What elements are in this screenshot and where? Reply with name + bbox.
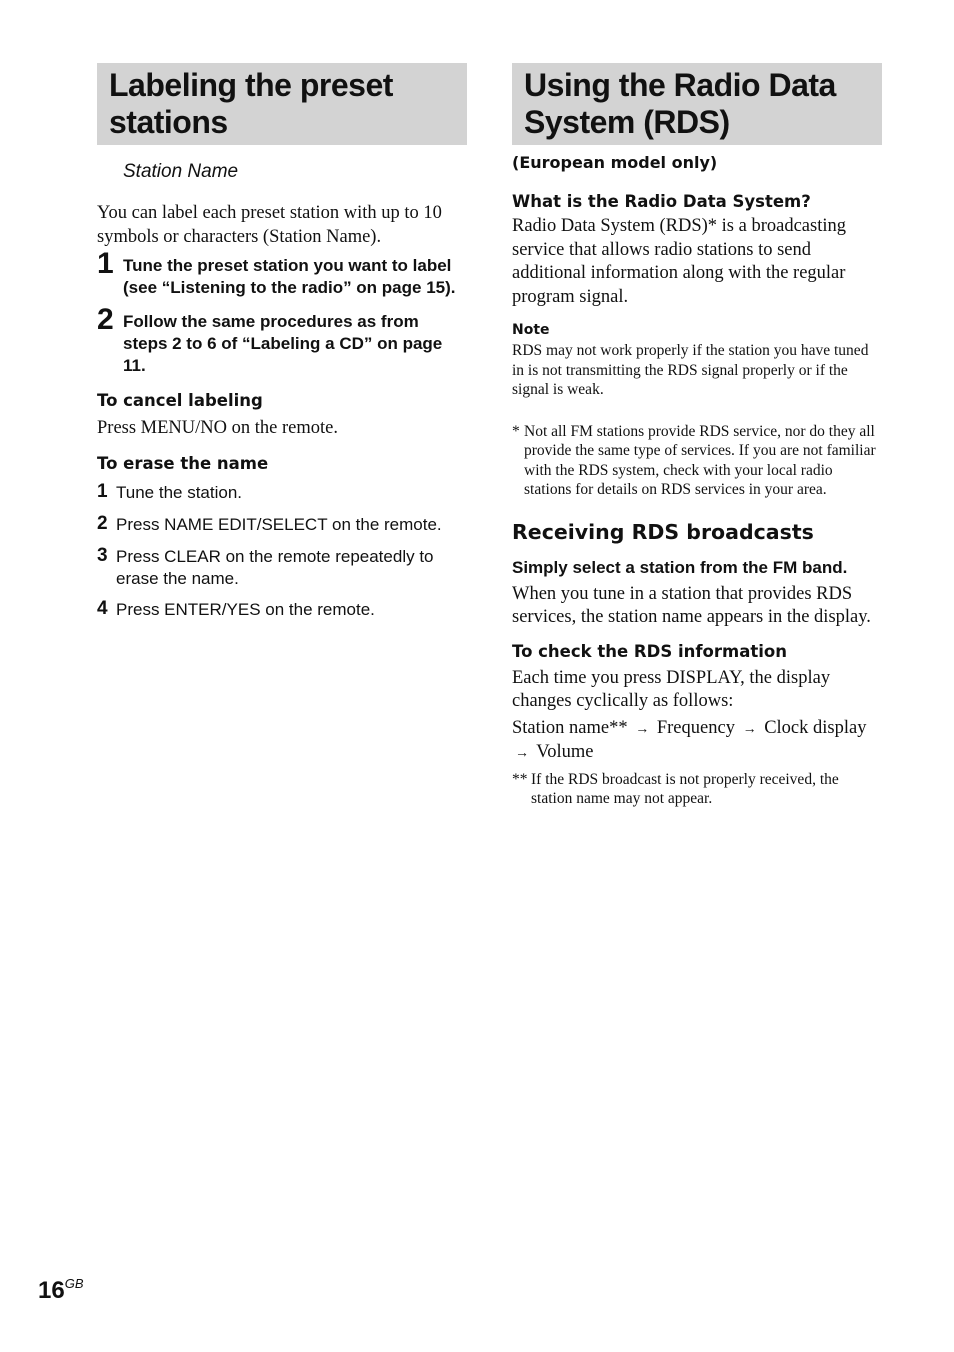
section-title-rds: Using the Radio Data System (RDS) (512, 63, 882, 145)
page-suffix: GB (64, 1276, 84, 1291)
step-text: Follow the same procedures as from steps 2 to 6 of “Labeling a CD” on page 11. (123, 312, 443, 375)
section-subtitle: Station Name (123, 161, 239, 182)
erase-step-2 (97, 514, 467, 536)
erase-step-1 (97, 482, 467, 504)
sequence-item: Volume (536, 742, 594, 762)
display-sequence (512, 717, 882, 766)
page-number: $16^{GB}$ (38, 1276, 84, 1304)
receiving-heading: Receiving RDS broadcasts (512, 519, 814, 544)
arrow-right-icon: → (742, 721, 757, 737)
note-heading: Note (512, 322, 550, 338)
footnote-text: Not all FM stations provide RDS service, nor do they all provide the same type of services. If you are not familiar with the RDS system, check with your local radio stations for details on RDS services in your area. (524, 422, 876, 498)
erase-step-3 (97, 546, 467, 590)
erase-heading: To erase the name (97, 453, 269, 473)
left-column (97, 63, 467, 621)
footnote-rds-services (512, 422, 882, 500)
cancel-text: Press MENU/NO on the remote. (97, 418, 338, 438)
sequence-item: Station name** (512, 717, 628, 738)
step-number: 2 (97, 303, 114, 336)
section-title-labeling: Labeling the preset stations (97, 63, 467, 145)
step-2 (97, 303, 467, 377)
check-heading: To check the RDS information (512, 641, 787, 661)
receiving-subheading: Simply select a station from the FM band. (512, 557, 848, 577)
footnote-text: If the RDS broadcast is not properly received, the station name may not appear. (531, 770, 839, 807)
footnote-mark: ** (512, 770, 528, 788)
what-text: Radio Data System (RDS)* is a broadcasting service that allows radio stations to send additional information along with the regular program signal. (512, 216, 846, 307)
section-subtitle: (European model only) (512, 153, 718, 172)
cancel-heading: To cancel labeling (97, 391, 263, 410)
sequence-item: Clock display (764, 717, 867, 738)
receiving-text: When you tune in a station that provides RDS services, the station name appears in the display. (512, 583, 871, 627)
step-text: Press NAME EDIT/SELECT on the remote. (116, 514, 442, 534)
sequence-item: Frequency (656, 717, 735, 738)
step-number: 2 (97, 512, 108, 534)
arrow-right-icon: → (515, 746, 529, 761)
step-number: 1 (97, 247, 114, 280)
step-number: 1 (97, 480, 108, 502)
note-text: RDS may not work properly if the station you have tuned in is not transmitting the RDS signal properly or if the signal is weak. (512, 342, 869, 398)
erase-step-4 (97, 599, 467, 621)
step-text: Tune the station. (116, 482, 243, 502)
check-text: Each time you press DISPLAY, the display changes cyclically as follows: (512, 667, 831, 711)
step-text: Tune the preset station you want to label (see “Listening to the radio” on page 15). (123, 256, 456, 297)
step-number: 3 (97, 544, 108, 566)
step-number: 4 (97, 597, 108, 619)
what-heading: What is the Radio Data System? (512, 192, 811, 211)
intro-paragraph: You can label each preset station with up to 10 symbols or characters (Station Name). (97, 203, 442, 247)
step-text: Press CLEAR on the remote repeatedly to erase the name. (116, 546, 434, 588)
footnote-rds-reception (512, 770, 882, 809)
step-1 (97, 247, 467, 299)
step-text: Press ENTER/YES on the remote. (116, 599, 375, 619)
footnote-mark: * (512, 422, 520, 440)
right-column (512, 63, 882, 809)
arrow-right-icon: → (635, 721, 650, 737)
